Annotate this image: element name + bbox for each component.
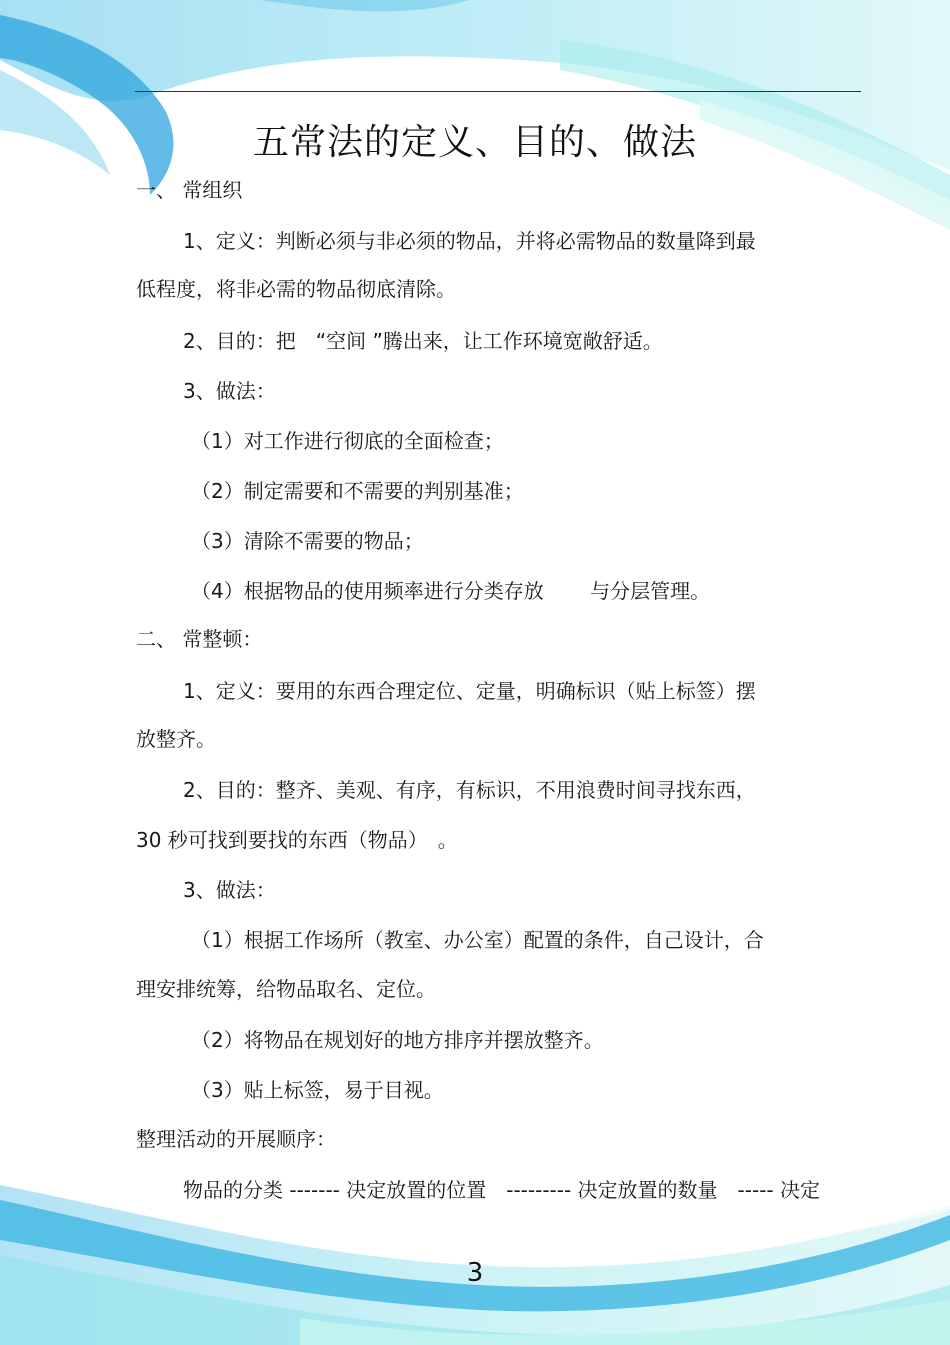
list-item: （3）清除不需要的物品；	[191, 529, 424, 553]
header-rule	[135, 91, 861, 92]
list-item: （2）制定需要和不需要的判别基准；	[191, 479, 524, 503]
document-title: 五常法的定义、目的、做法	[252, 122, 697, 163]
list-item: （1）根据工作场所（教室、办公室）配置的条件，自己设计，合	[191, 928, 764, 952]
list-item: （3）贴上标签，易于目视。	[191, 1078, 444, 1102]
paragraph-line: 低程度，将非必需的物品彻底清除。	[136, 277, 456, 301]
paragraph-line: 2、目的：整齐、美观、有序，有标识，不用浪费时间寻找东西，	[183, 778, 756, 802]
paragraph-line: 30 秒可找到要找的东西（物品） 。	[136, 828, 458, 852]
paragraph-line: 2、目的：把 “空间 ”腾出来，让工作环境宽敞舒适。	[183, 329, 663, 353]
paragraph-line: 3、做法：	[183, 379, 276, 403]
section-heading-arrange: 二、 常整顿：	[136, 627, 263, 651]
page-number: 3	[466, 1258, 484, 1288]
list-item: （1）对工作进行彻底的全面检查；	[191, 429, 504, 453]
paragraph-line: 3、做法：	[183, 878, 276, 902]
paragraph-line: 1、定义：判断必须与非必须的物品，并将必需物品的数量降到最	[183, 229, 756, 253]
paragraph-line: 整理活动的开展顺序：	[136, 1127, 336, 1151]
paragraph-line: 1、定义：要用的东西合理定位、定量，明确标识（贴上标签）摆	[183, 679, 756, 703]
list-item: （2）将物品在规划好的地方排序并摆放整齐。	[191, 1028, 604, 1052]
paragraph-line: 放整齐。	[136, 727, 216, 751]
section-heading-organize: 一、 常组织	[136, 178, 243, 202]
paragraph-line: 理安排统筹，给物品取名、定位。	[136, 977, 436, 1001]
paragraph-line: 物品的分类 ------- 决定放置的位置 --------- 决定放置的数量 ----- 决定	[183, 1178, 820, 1202]
list-item: （4）根据物品的使用频率进行分类存放 与分层管理。	[191, 579, 711, 603]
